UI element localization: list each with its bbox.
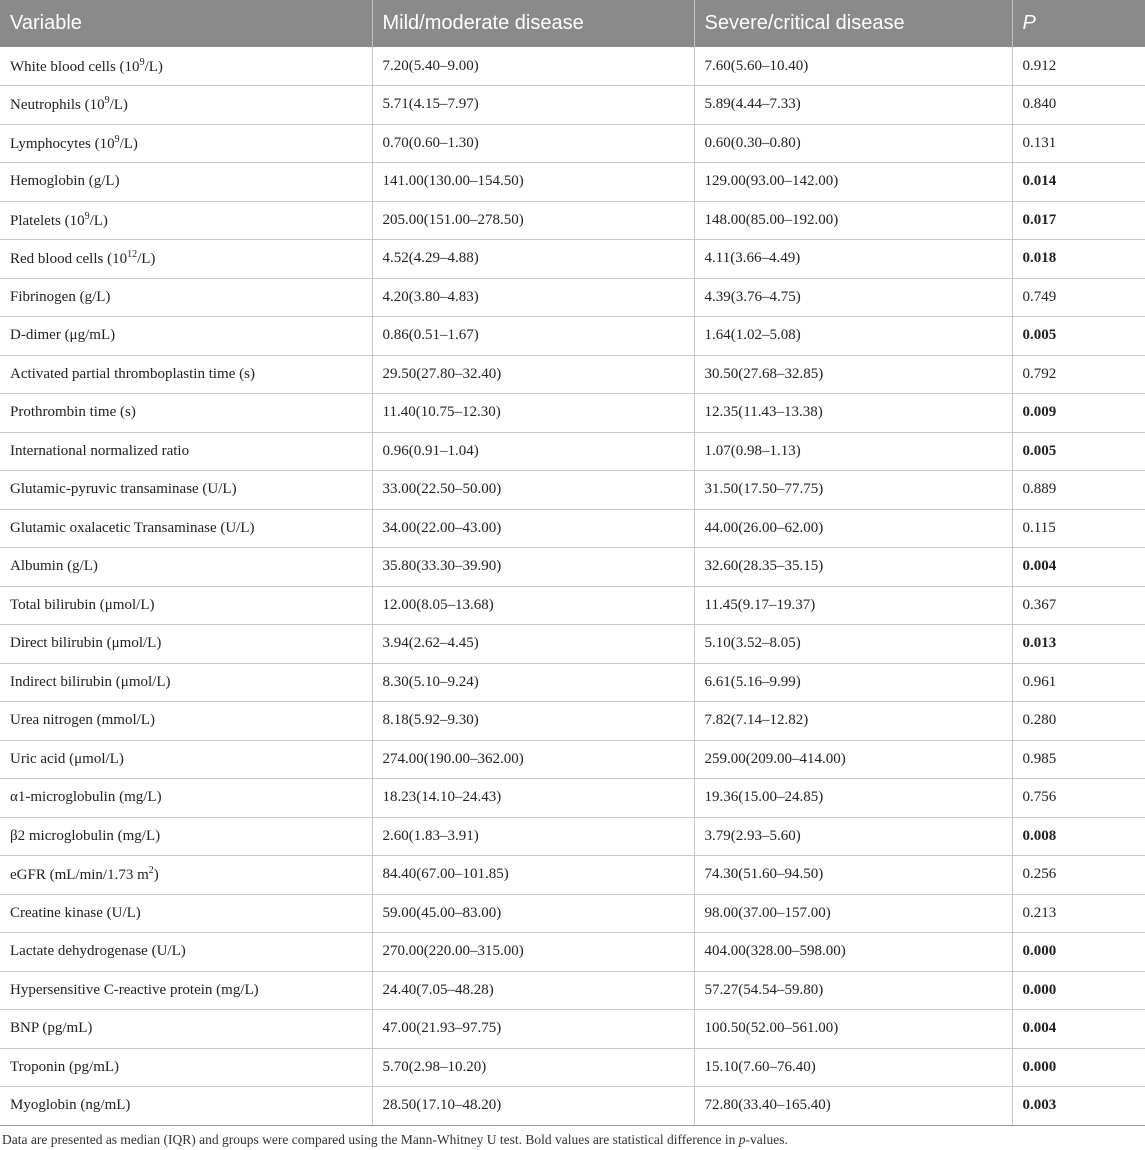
p-value-cell: 0.256 [1012, 856, 1145, 895]
unit-suffix: /L) [89, 212, 108, 229]
variable-name: White blood cells (10 [10, 58, 140, 75]
variable-name: α1-microglobulin (mg/L) [10, 789, 162, 806]
table-row [0, 856, 1145, 895]
variable-cell [0, 201, 372, 240]
mild-moderate-cell: 0.86(0.51–1.67) [372, 317, 694, 356]
p-value-cell: 0.009 [1012, 394, 1145, 433]
table-row [0, 894, 1145, 933]
variable-cell [0, 1048, 372, 1087]
p-value-cell: 0.840 [1012, 86, 1145, 125]
variable-name: International normalized ratio [10, 442, 190, 459]
table-row [0, 47, 1145, 86]
footnote-suffix: -values. [745, 1131, 788, 1147]
severe-critical-cell: 11.45(9.17–19.37) [694, 586, 1012, 625]
variable-name: Hemoglobin (g/L) [10, 173, 120, 190]
mild-moderate-cell: 8.18(5.92–9.30) [372, 702, 694, 741]
unit-suffix: /L) [137, 251, 156, 268]
variable-cell [0, 124, 372, 163]
mild-moderate-cell: 24.40(7.05–48.28) [372, 971, 694, 1010]
table-row [0, 779, 1145, 818]
table-row [0, 625, 1145, 664]
p-value-cell: 0.000 [1012, 933, 1145, 972]
severe-critical-cell: 98.00(37.00–157.00) [694, 894, 1012, 933]
severe-critical-cell: 57.27(54.54–59.80) [694, 971, 1012, 1010]
p-value-cell: 0.008 [1012, 817, 1145, 856]
mild-moderate-cell: 29.50(27.80–32.40) [372, 355, 694, 394]
table-row [0, 471, 1145, 510]
p-value-cell: 0.756 [1012, 779, 1145, 818]
p-value-cell: 0.115 [1012, 509, 1145, 548]
p-value-cell: 0.014 [1012, 163, 1145, 202]
severe-critical-cell: 7.82(7.14–12.82) [694, 702, 1012, 741]
severe-critical-cell: 6.61(5.16–9.99) [694, 663, 1012, 702]
variable-cell [0, 586, 372, 625]
p-value-cell: 0.005 [1012, 317, 1145, 356]
p-value-cell: 0.961 [1012, 663, 1145, 702]
table-row [0, 548, 1145, 587]
mild-moderate-cell: 274.00(190.00–362.00) [372, 740, 694, 779]
variable-name: Indirect bilirubin (μmol/L) [10, 673, 171, 690]
variable-cell [0, 779, 372, 818]
mild-moderate-cell: 33.00(22.50–50.00) [372, 471, 694, 510]
footnote-italic-p: p [738, 1131, 746, 1147]
variable-name: Glutamic-pyruvic transaminase (U/L) [10, 481, 237, 498]
mild-moderate-cell: 11.40(10.75–12.30) [372, 394, 694, 433]
mild-moderate-cell: 3.94(2.62–4.45) [372, 625, 694, 664]
variable-cell [0, 625, 372, 664]
mild-moderate-cell: 7.20(5.40–9.00) [372, 47, 694, 86]
mild-moderate-cell: 2.60(1.83–3.91) [372, 817, 694, 856]
variable-cell [0, 1087, 372, 1126]
mild-moderate-cell: 59.00(45.00–83.00) [372, 894, 694, 933]
p-value-cell: 0.280 [1012, 702, 1145, 741]
unit-suffix: /L) [109, 97, 128, 114]
unit-exponent: 9 [114, 133, 120, 145]
variable-cell [0, 856, 372, 895]
variable-name: Activated partial thromboplastin time (s) [10, 365, 255, 382]
table-row [0, 1010, 1145, 1049]
table-row [0, 394, 1145, 433]
variable-cell [0, 663, 372, 702]
variable-cell [0, 509, 372, 548]
footnote-text: Data are presented as median (IQR) and groups were compared using the Mann-Whitney U test. Bold values are statistical difference in [2, 1131, 739, 1147]
variable-name: Glutamic oxalacetic Transaminase (U/L) [10, 519, 255, 536]
variable-name: BNP (pg/mL) [10, 1020, 93, 1037]
mild-moderate-cell: 5.71(4.15–7.97) [372, 86, 694, 125]
variable-name: Total bilirubin (μmol/L) [10, 596, 155, 613]
variable-name: Troponin (pg/mL) [10, 1058, 120, 1075]
p-value-cell: 0.367 [1012, 586, 1145, 625]
severe-critical-cell: 32.60(28.35–35.15) [694, 548, 1012, 587]
mild-moderate-cell: 8.30(5.10–9.24) [372, 663, 694, 702]
severe-critical-cell: 0.60(0.30–0.80) [694, 124, 1012, 163]
variable-name: Urea nitrogen (mmol/L) [10, 712, 155, 729]
table-row [0, 355, 1145, 394]
severe-critical-cell: 44.00(26.00–62.00) [694, 509, 1012, 548]
variable-cell [0, 933, 372, 972]
table-row [0, 240, 1145, 279]
variable-cell [0, 894, 372, 933]
mild-moderate-cell: 0.70(0.60–1.30) [372, 124, 694, 163]
variable-name: Lymphocytes (10 [10, 135, 115, 152]
variable-cell [0, 86, 372, 125]
unit-suffix: ) [153, 867, 159, 884]
p-value-cell: 0.017 [1012, 201, 1145, 240]
severe-critical-cell: 1.07(0.98–1.13) [694, 432, 1012, 471]
severe-critical-cell: 72.80(33.40–165.40) [694, 1087, 1012, 1126]
unit-suffix: /L) [144, 58, 163, 75]
severe-critical-cell: 148.00(85.00–192.00) [694, 201, 1012, 240]
variable-cell [0, 278, 372, 317]
unit-exponent: 9 [104, 95, 110, 107]
mild-moderate-cell: 5.70(2.98–10.20) [372, 1048, 694, 1087]
variable-name: Creatine kinase (U/L) [10, 904, 141, 921]
table-row [0, 317, 1145, 356]
mild-moderate-cell: 270.00(220.00–315.00) [372, 933, 694, 972]
header-row [0, 0, 1145, 47]
severe-critical-cell: 4.11(3.66–4.49) [694, 240, 1012, 279]
mild-moderate-cell: 4.20(3.80–4.83) [372, 278, 694, 317]
p-value-cell: 0.213 [1012, 894, 1145, 933]
p-value-cell: 0.004 [1012, 548, 1145, 587]
variable-name: Direct bilirubin (μmol/L) [10, 635, 162, 652]
mild-moderate-cell: 47.00(21.93–97.75) [372, 1010, 694, 1049]
variable-name: Myoglobin (ng/mL) [10, 1097, 131, 1114]
table-row [0, 1087, 1145, 1126]
severe-critical-cell: 5.10(3.52–8.05) [694, 625, 1012, 664]
variable-cell [0, 240, 372, 279]
variable-cell [0, 548, 372, 587]
unit-suffix: /L) [119, 135, 138, 152]
variable-name: Prothrombin time (s) [10, 404, 136, 421]
variable-name: Uric acid (μmol/L) [10, 750, 124, 767]
variable-cell [0, 432, 372, 471]
variable-cell [0, 740, 372, 779]
header-variable: Variable [0, 0, 372, 47]
table-row [0, 509, 1145, 548]
table-body [0, 47, 1145, 1125]
severe-critical-cell: 3.79(2.93–5.60) [694, 817, 1012, 856]
variable-cell [0, 702, 372, 741]
p-value-cell: 0.004 [1012, 1010, 1145, 1049]
severe-critical-cell: 5.89(4.44–7.33) [694, 86, 1012, 125]
mild-moderate-cell: 18.23(14.10–24.43) [372, 779, 694, 818]
table-row [0, 432, 1145, 471]
variable-cell [0, 471, 372, 510]
p-value-cell: 0.003 [1012, 1087, 1145, 1126]
mild-moderate-cell: 12.00(8.05–13.68) [372, 586, 694, 625]
p-value-cell: 0.985 [1012, 740, 1145, 779]
variable-name: eGFR (mL/min/1.73 m [10, 867, 149, 884]
table-row [0, 201, 1145, 240]
severe-critical-cell: 19.36(15.00–24.85) [694, 779, 1012, 818]
table-row [0, 163, 1145, 202]
unit-exponent: 9 [84, 210, 90, 222]
table-row [0, 740, 1145, 779]
table-row [0, 971, 1145, 1010]
table-row [0, 663, 1145, 702]
variable-cell [0, 1010, 372, 1049]
variable-cell [0, 971, 372, 1010]
table-row [0, 933, 1145, 972]
mild-moderate-cell: 0.96(0.91–1.04) [372, 432, 694, 471]
variable-name: Platelets (10 [10, 212, 85, 229]
mild-moderate-cell: 35.80(33.30–39.90) [372, 548, 694, 587]
p-value-cell: 0.005 [1012, 432, 1145, 471]
variable-name: Neutrophils (10 [10, 97, 105, 114]
table-footnote [0, 1126, 1145, 1148]
table-row [0, 278, 1145, 317]
unit-exponent: 12 [127, 249, 138, 261]
mild-moderate-cell: 28.50(17.10–48.20) [372, 1087, 694, 1126]
p-value-cell: 0.749 [1012, 278, 1145, 317]
severe-critical-cell: 31.50(17.50–77.75) [694, 471, 1012, 510]
variable-cell [0, 163, 372, 202]
variable-name: Fibrinogen (g/L) [10, 288, 111, 305]
variable-name: Lactate dehydrogenase (U/L) [10, 943, 186, 960]
p-value-cell: 0.013 [1012, 625, 1145, 664]
variable-name: β2 microglobulin (mg/L) [10, 827, 161, 844]
header-mild-moderate: Mild/moderate disease [372, 0, 694, 47]
variable-cell [0, 355, 372, 394]
severe-critical-cell: 74.30(51.60–94.50) [694, 856, 1012, 895]
header-severe-critical: Severe/critical disease [694, 0, 1012, 47]
severe-critical-cell: 15.10(7.60–76.40) [694, 1048, 1012, 1087]
severe-critical-cell: 404.00(328.00–598.00) [694, 933, 1012, 972]
p-value-cell: 0.889 [1012, 471, 1145, 510]
table-header [0, 0, 1145, 47]
p-value-cell: 0.000 [1012, 971, 1145, 1010]
variable-name: Albumin (g/L) [10, 558, 98, 575]
mild-moderate-cell: 34.00(22.00–43.00) [372, 509, 694, 548]
variable-name: D-dimer (μg/mL) [10, 327, 116, 344]
p-value-cell: 0.000 [1012, 1048, 1145, 1087]
severe-critical-cell: 7.60(5.60–10.40) [694, 47, 1012, 86]
variable-cell [0, 817, 372, 856]
mild-moderate-cell: 141.00(130.00–154.50) [372, 163, 694, 202]
mild-moderate-cell: 4.52(4.29–4.88) [372, 240, 694, 279]
unit-exponent: 2 [148, 865, 154, 877]
severe-critical-cell: 100.50(52.00–561.00) [694, 1010, 1012, 1049]
mild-moderate-cell: 205.00(151.00–278.50) [372, 201, 694, 240]
table-row [0, 1048, 1145, 1087]
table-row [0, 124, 1145, 163]
severe-critical-cell: 4.39(3.76–4.75) [694, 278, 1012, 317]
header-p-value: P [1012, 0, 1145, 47]
p-value-cell: 0.912 [1012, 47, 1145, 86]
severe-critical-cell: 1.64(1.02–5.08) [694, 317, 1012, 356]
variable-cell [0, 47, 372, 86]
severe-critical-cell: 12.35(11.43–13.38) [694, 394, 1012, 433]
variable-name: Hypersensitive C-reactive protein (mg/L) [10, 981, 259, 998]
mild-moderate-cell: 84.40(67.00–101.85) [372, 856, 694, 895]
unit-exponent: 9 [139, 56, 145, 68]
p-value-cell: 0.131 [1012, 124, 1145, 163]
variable-cell [0, 394, 372, 433]
variable-name: Red blood cells (10 [10, 251, 128, 268]
p-value-cell: 0.792 [1012, 355, 1145, 394]
table-row [0, 702, 1145, 741]
severe-critical-cell: 259.00(209.00–414.00) [694, 740, 1012, 779]
p-value-cell: 0.018 [1012, 240, 1145, 279]
table-row [0, 586, 1145, 625]
variable-cell [0, 317, 372, 356]
table-row [0, 86, 1145, 125]
severe-critical-cell: 129.00(93.00–142.00) [694, 163, 1012, 202]
table-row [0, 817, 1145, 856]
severe-critical-cell: 30.50(27.68–32.85) [694, 355, 1012, 394]
